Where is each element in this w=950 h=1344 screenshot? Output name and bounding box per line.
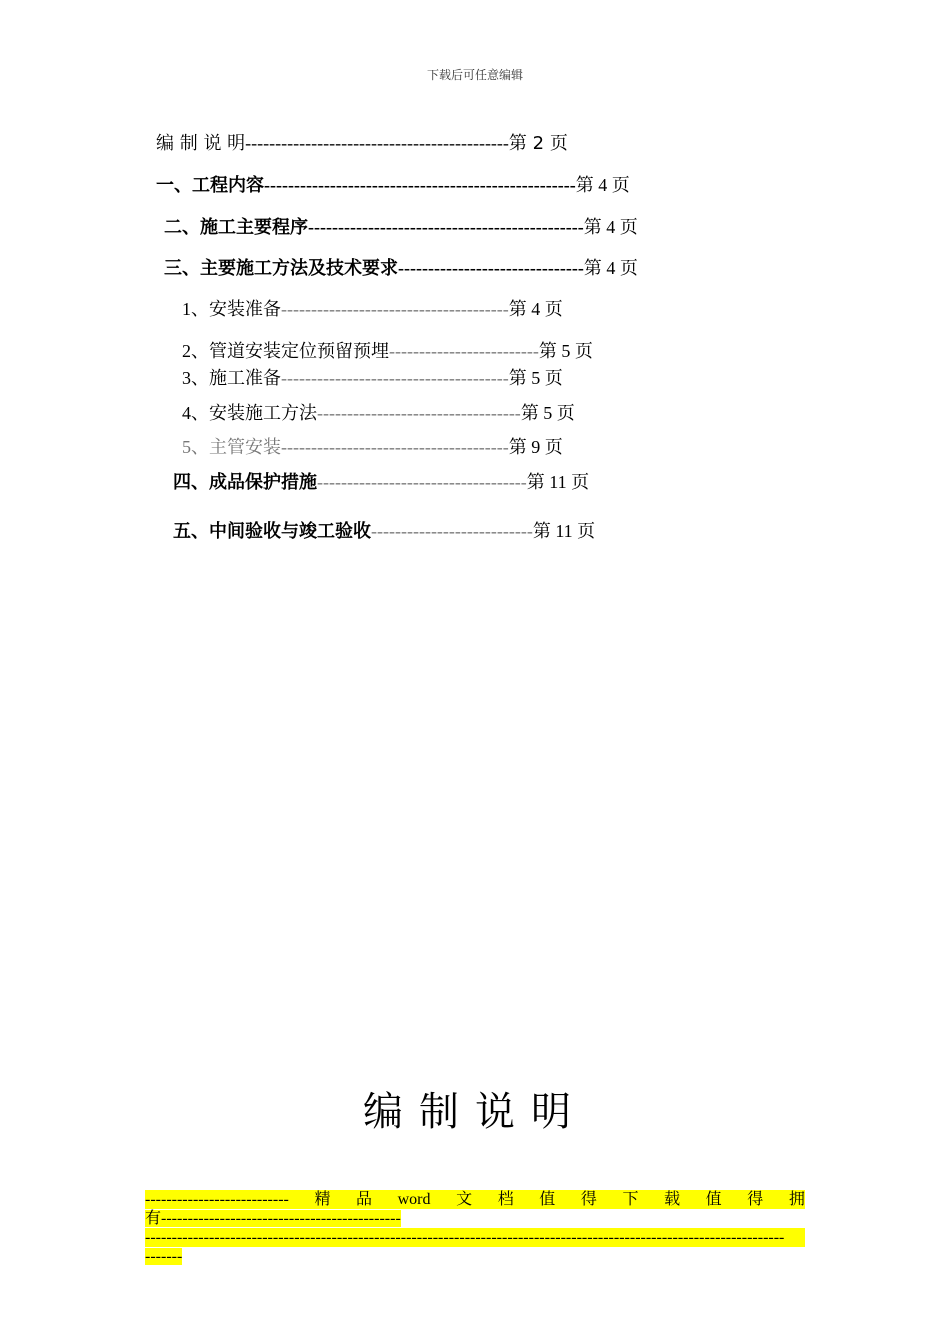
toc-leader: ------------------------- [389,341,539,361]
toc-page: 第 11 页 [532,521,596,541]
toc-leader: ---------------------------------------------- [308,217,584,237]
page-header: 下载后可任意编辑 [426,68,523,82]
toc-entry-3-3[interactable] [182,367,563,389]
footer-word: 值 [539,1191,556,1208]
toc-page: 第 4 页 [583,217,638,237]
toc-page: 第 2 页 [508,133,568,154]
footer-line-4 [145,1247,182,1266]
footer-word: 精 [314,1191,331,1208]
toc-page: 第 9 页 [508,437,563,457]
toc-page: 第 5 页 [538,341,593,361]
footer-word: 下 [622,1191,639,1208]
footer-word: 拥 [788,1191,805,1208]
toc-leader: ------------------------------- [398,258,584,278]
toc-label: 4、安装施工方法 [182,403,317,423]
section-title: 编制说明 [363,1089,587,1135]
toc-leader: -------------------------------------------- [245,133,509,153]
toc-label: 2、管道安装定位预留预埋 [182,341,389,361]
footer-word: 品 [356,1191,373,1208]
footer-word: 值 [705,1191,722,1208]
toc-leader: -------------------------------------- [281,368,509,388]
toc-leader: ---------------------------------------------------- [264,175,576,195]
toc-entry-3-5[interactable] [182,436,563,458]
footer-line-3 [145,1228,805,1247]
toc-label: 五、中间验收与竣工验收 [173,521,371,542]
footer-line-1 [145,1190,805,1209]
toc-entry-4[interactable] [173,471,589,494]
toc-leader: ----------------------------------- [317,472,527,492]
footer-dashes: --------------------------- [145,1191,289,1208]
footer-text: 有--------------------------------------------- [145,1210,401,1227]
toc-label: 1、安装准备 [182,299,281,319]
footer-text: ------- [145,1248,183,1265]
toc-page: 第 4 页 [575,175,630,195]
toc-entry-3-1[interactable] [182,298,563,320]
toc-label: 二、施工主要程序 [164,217,308,238]
toc-label: 一、工程内容 [156,175,264,196]
toc-leader: -------------------------------------- [281,437,509,457]
toc-entry-preface[interactable] [156,132,568,155]
toc-page: 第 5 页 [520,403,575,423]
toc-entry-3-2[interactable] [182,340,593,362]
toc-label: 3、施工准备 [182,368,281,388]
toc-leader: ---------------------------------- [317,403,521,423]
toc-label: 5、主管安装 [182,437,281,457]
toc-label: 四、成品保护措施 [173,472,317,493]
footer-word: 得 [580,1191,597,1208]
toc-page: 第 4 页 [508,299,563,319]
toc-entry-1[interactable] [156,174,630,197]
toc-entry-2[interactable] [164,216,638,239]
toc-page: 第 4 页 [583,258,638,278]
toc-leader: -------------------------------------- [281,299,509,319]
footer-word: 文 [456,1191,473,1208]
footer-word: 档 [497,1191,514,1208]
toc-entry-5[interactable] [173,520,595,543]
toc-page: 第 11 页 [526,472,590,492]
footer-line-2 [145,1209,401,1228]
footer-word: word [397,1191,431,1208]
toc-entry-3[interactable] [164,257,638,280]
footer-text: ------------------------------------------------------------------------------------------------------------------------ [145,1229,785,1246]
footer-word: 载 [664,1191,681,1208]
toc-label: 三、主要施工方法及技术要求 [164,258,398,279]
toc-label: 编 制 说 明 [156,133,246,154]
toc-entry-3-4[interactable] [182,402,575,424]
toc-page: 第 5 页 [508,368,563,388]
footer-word: 得 [747,1191,764,1208]
toc-leader: --------------------------- [371,521,533,541]
